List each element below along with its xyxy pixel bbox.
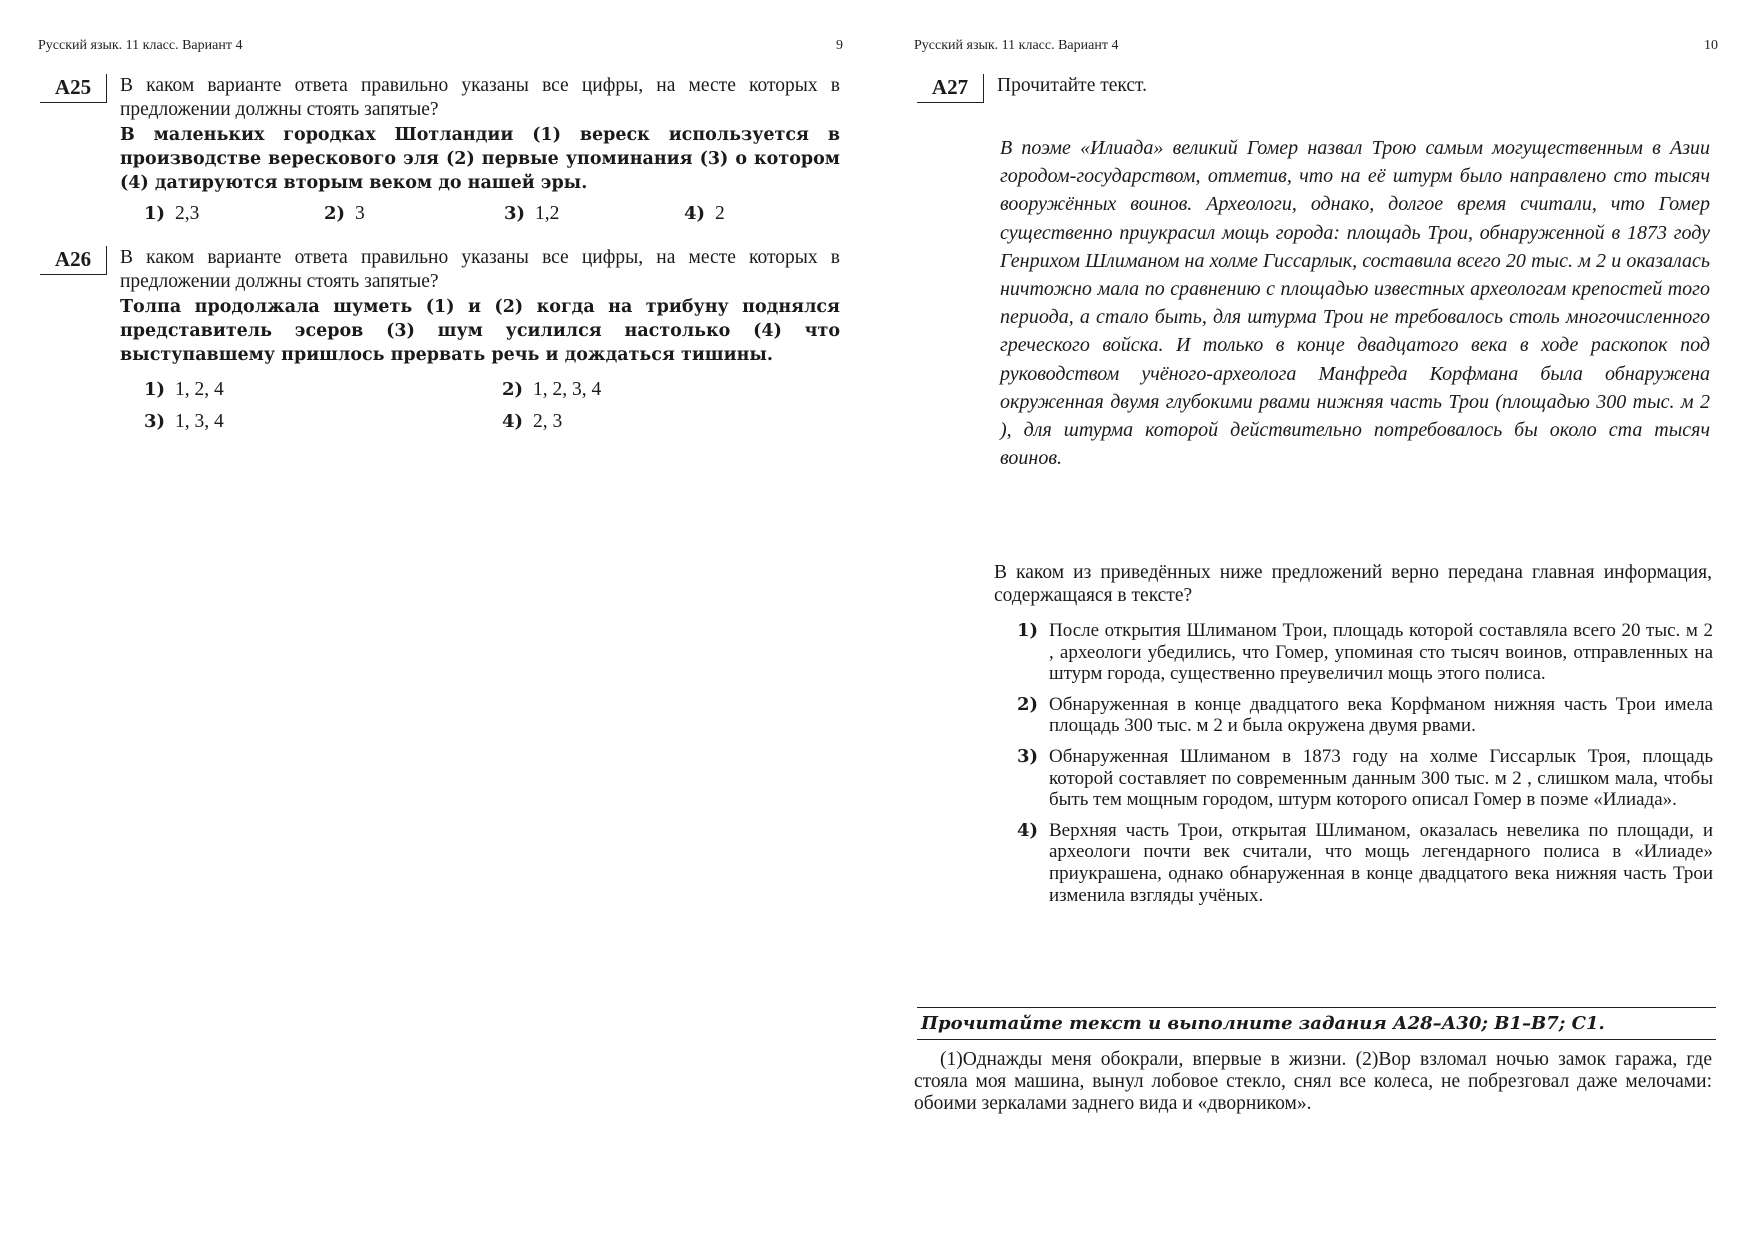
task-question: В каком из приведённых ниже предложений верно передана главная информация, содержащаяся в тексте? [994,562,1712,606]
option-number: 2) [324,203,346,224]
answer-option[interactable] [502,379,752,401]
section-heading: Прочитайте текст и выполните задания А28–А30; В1–В7; С1. [917,1007,1716,1040]
story-text: (1)Однажды меня обокрали, впервые в жизни. (2)Вор взломал ночью замок гаража, где стояла моя машина, вынул лобовое стекло, снял все колеса, не побрезговал даже мелочами: обоими зеркалами заднего вида и «дворником». [914,1049,1712,1114]
option-number: 1) [144,379,166,400]
option-number: 3) [1017,745,1039,767]
answer-option[interactable] [1017,820,1713,906]
answer-option[interactable] [1017,694,1713,737]
answer-option[interactable] [504,203,684,225]
task-id-label: A25 [40,74,107,103]
answer-option[interactable] [1017,746,1713,811]
option-number: 1) [1017,620,1039,641]
answer-option[interactable] [144,411,502,433]
option-text: 1, 3, 4 [175,411,224,432]
option-number: 4) [1017,819,1039,841]
option-text: После открытия Шлиманом Трои, площадь которой составляла всего 20 тыс. м 2 , археологи убедились, что Гомер, упоминая сто тысяч воинов, отправленных на штурм города, существенно преувеличил мощь этого полиса. [1049,620,1713,685]
option-number: 2) [502,379,524,400]
task-id-label: A26 [40,246,107,275]
answer-option[interactable] [144,203,324,225]
option-number: 4) [502,411,524,432]
answer-options [120,379,840,401]
answer-option[interactable] [502,411,752,433]
option-text: 1,2 [535,203,560,224]
answer-list [1017,620,1713,915]
option-number: 4) [684,203,706,224]
answer-options [120,203,840,225]
answer-option[interactable] [1017,620,1713,685]
left-page-number: 9 [836,38,843,53]
left-header-title: Русский язык. 11 класс. Вариант 4 [38,38,243,53]
option-number: 2) [1017,693,1039,715]
task-sentence: Толпа продолжала шуметь (1) и (2) когда на трибуну поднялся представитель эсеров (3) шум усилился настолько (4) что выступавшему пришлось прервать речь и дождаться тишины. [120,297,840,365]
task-question: В каком варианте ответа правильно указаны все цифры, на месте которых в предложении должны стоять запятые? [120,247,840,292]
right-header-title: Русский язык. 11 класс. Вариант 4 [914,38,1119,53]
prompt-text: Прочитайте текст. [997,75,1147,96]
option-number: 3) [144,411,166,432]
right-page-number: 10 [1704,38,1718,53]
answer-options [120,411,840,433]
option-text: Обнаруженная в конце двадцатого века Корфманом нижняя часть Трои имела площадь 300 тыс. м 2 и была окружена двумя рвами. [1049,693,1713,737]
option-text: 1, 2, 3, 4 [533,379,602,400]
option-number: 3) [504,203,526,224]
option-text: Верхняя часть Трои, открытая Шлиманом, оказалась невелика по площади, и археологи почти век считали, что мощь легендарного полиса в «Илиаде» приукрашена, однако обнаруженная в конце двадцатого века нижняя часть Трои изменила взгляды учёных. [1049,819,1713,906]
right-page [877,0,1754,1239]
option-text: Обнаруженная Шлиманом в 1873 году на холме Гиссарлык Троя, площадь которой составляет по современным данным 300 тыс. м 2 , слишком мала, чтобы быть тем мощным городом, штурм которого описал Гомер в поэме «Илиада». [1049,745,1713,811]
option-text: 2 [715,203,725,224]
task-prompt [997,74,1597,98]
task-question: В каком варианте ответа правильно указаны все цифры, на месте которых в предложении должны стоять запятые? [120,75,840,120]
option-text: 3 [355,203,365,224]
reading-passage: В поэме «Илиада» великий Гомер назвал Трою самым могущественным в Азии городом-государством, отметив, что на её штурм было направлено сто тысяч вооружённых воинов. Археологи, однако, долгое время считали, что Гомер существенно приукрасил мощь города: площадь Трои, обнаруженной в 1873 году Генрихом Шлиманом на холме Гиссарлык, составила всего 20 тыс. м 2 и оказалась ничтожно мала по сравнению с площадью известных археологам крепостей того периода, а стало быть, для штурма Трои не требовалось столь многочисленного греческого войска. И только в конце двадцатого века в ходе раскопок под руководством учёного-археолога Манфреда Корфмана была обнаружена окруженная двумя глубокими рвами нижняя часть Трои (площадью 300 тыс. м 2 ), для штурма которой действительно потребовалось бы около ста тысяч воинов. [1000,137,1710,470]
task-sentence: В маленьких городках Шотландии (1) вереск используется в производстве верескового эля (2) первые упоминания (3) о котором (4) датируются вторым веком до нашей эры. [120,125,840,193]
option-text: 2,3 [175,203,200,224]
answer-option[interactable] [144,379,502,401]
option-text: 2, 3 [533,411,563,432]
answer-option[interactable] [684,203,784,225]
task-body [120,74,840,225]
option-number: 1) [144,203,166,224]
task-id-label: A27 [917,74,984,103]
answer-option[interactable] [324,203,504,225]
task-body [120,246,840,433]
option-text: 1, 2, 4 [175,379,224,400]
